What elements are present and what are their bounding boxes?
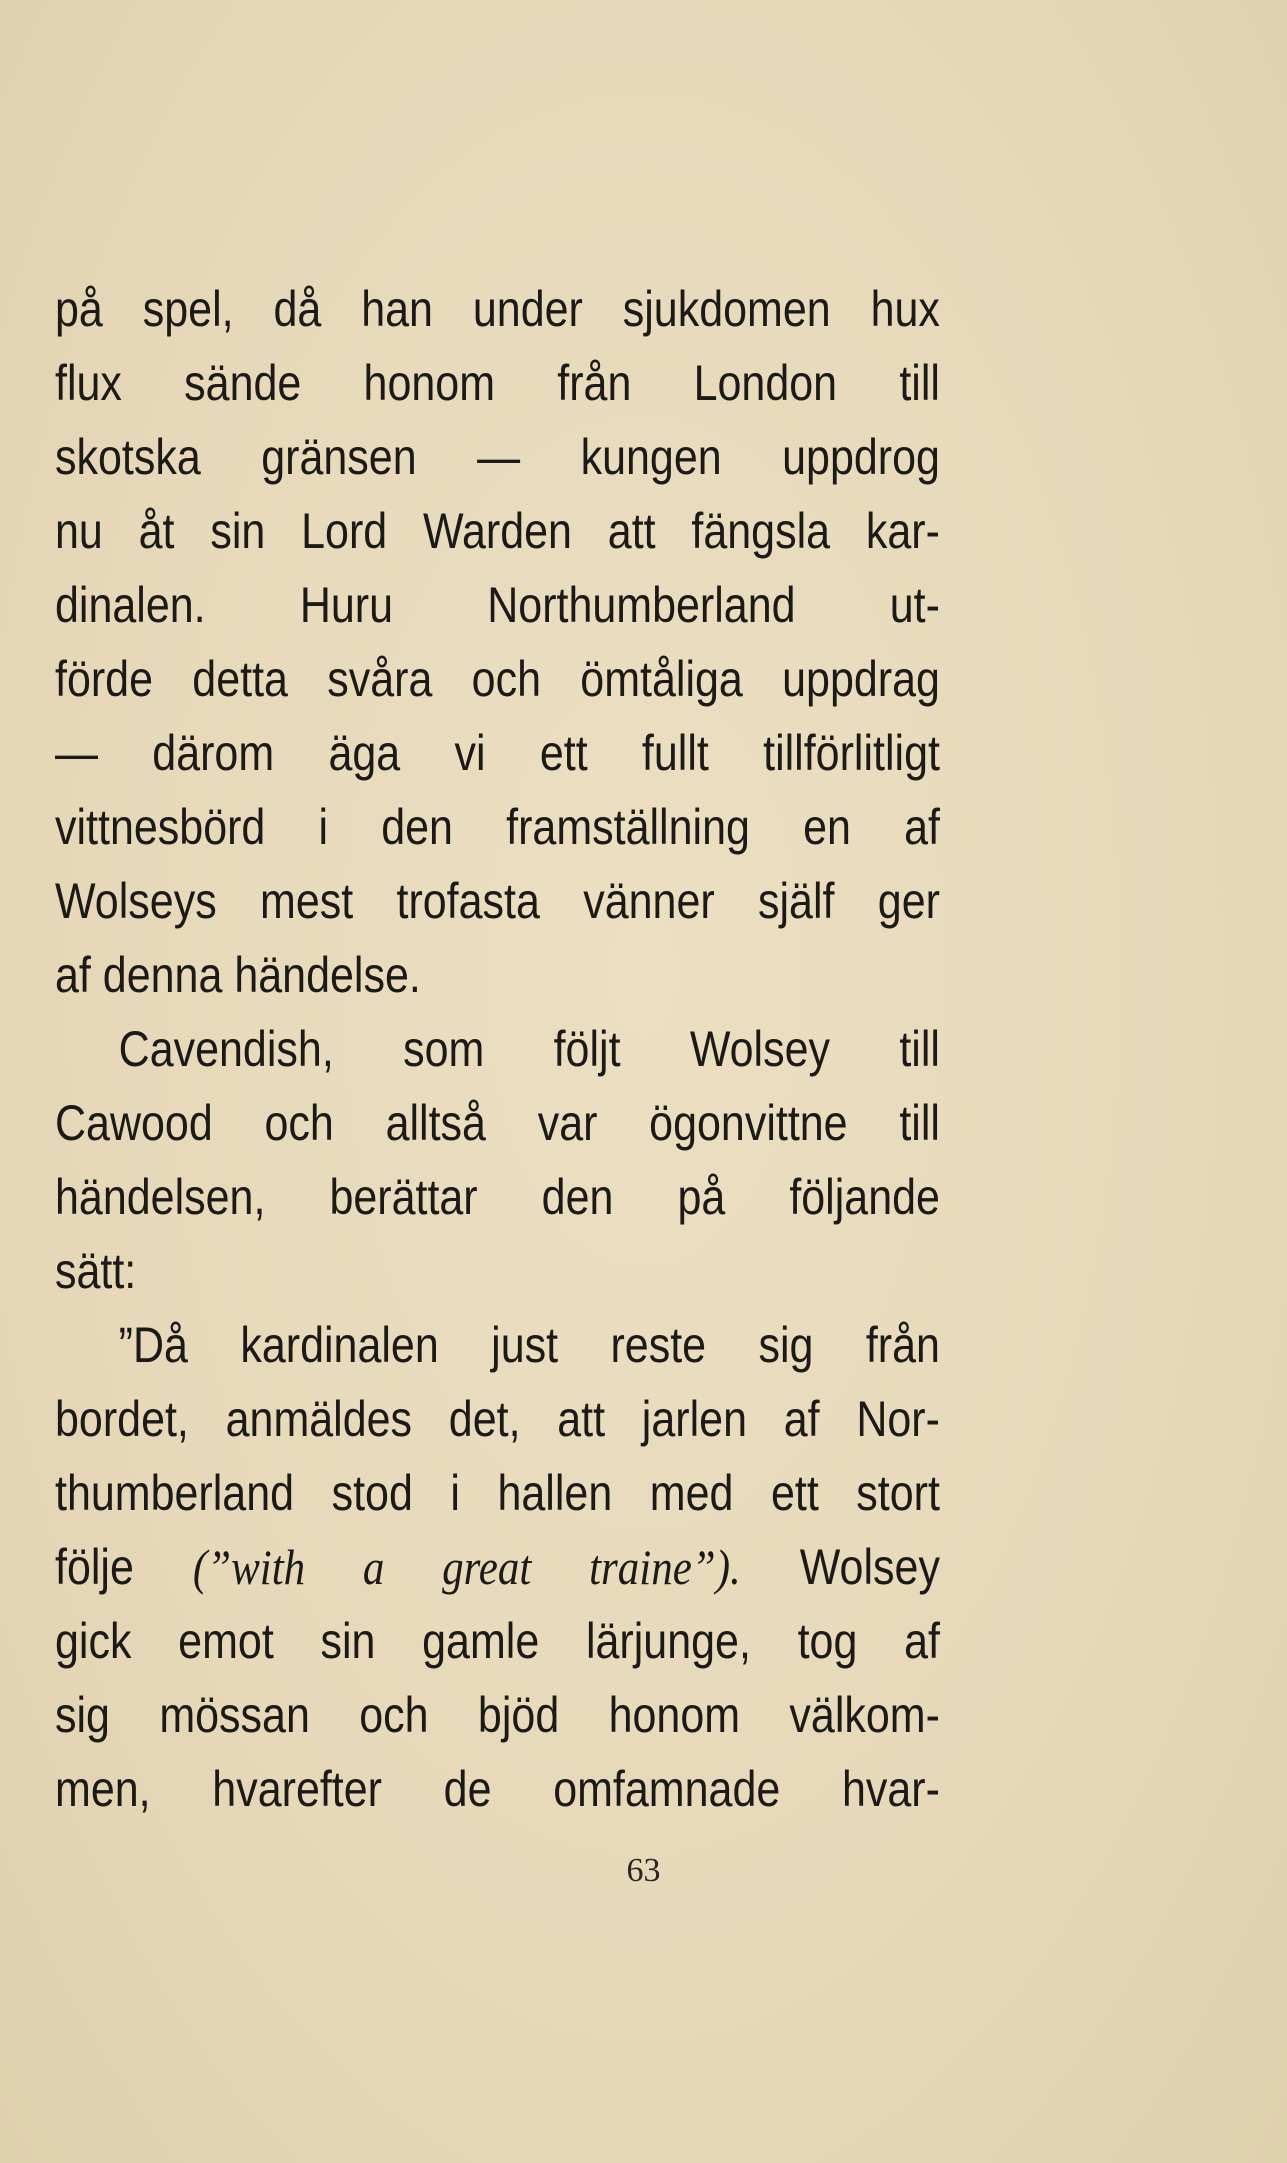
body-text (55, 272, 940, 1826)
line-segment: Wolsey (740, 1539, 940, 1595)
text-line: Wolseys mest trofasta vänner själf ger (55, 873, 940, 929)
text-line: Cavendish, som följt Wolsey till (118, 1021, 940, 1077)
text-line: bordet, anmäldes det, att jarlen af Nor- (55, 1391, 940, 1447)
italic-quote: (”with a great traine”). (192, 1539, 741, 1595)
text-line: på spel, då han under sjukdomen hux (55, 281, 940, 337)
text-line: dinalen. Huru Northumberland ut- (55, 577, 940, 633)
text-line: — därom äga vi ett fullt tillförlitligt (55, 725, 940, 781)
text-line: Cawood och alltså var ögonvittne till (55, 1095, 940, 1151)
text-line: ”Då kardinalen just reste sig från (118, 1317, 940, 1373)
text-line: sig mössan och bjöd honom välkom- (55, 1687, 940, 1743)
text-line: skotska gränsen — kungen uppdrog (55, 429, 940, 485)
text-line: vittnesbörd i den framställning en af (55, 799, 940, 855)
text-line: thumberland stod i hallen med ett stort (55, 1465, 940, 1521)
text-line: händelsen, berättar den på följande (55, 1169, 940, 1225)
text-line: nu åt sin Lord Warden att fängsla kar- (55, 503, 940, 559)
text-line: flux sände honom från London till (55, 355, 940, 411)
text-line: af denna händelse. (55, 947, 421, 1003)
line-segment: följe (55, 1539, 193, 1595)
page-number: 63 (626, 1852, 661, 1889)
text-line: sätt: (55, 1243, 137, 1299)
text-line: gick emot sin gamle lärjunge, tog af (55, 1613, 940, 1669)
text-line: förde detta svåra och ömtåliga uppdrag (55, 651, 940, 707)
text-line-with-italic (55, 1530, 940, 1604)
text-line: men, hvarefter de omfamnade hvar- (55, 1761, 940, 1817)
